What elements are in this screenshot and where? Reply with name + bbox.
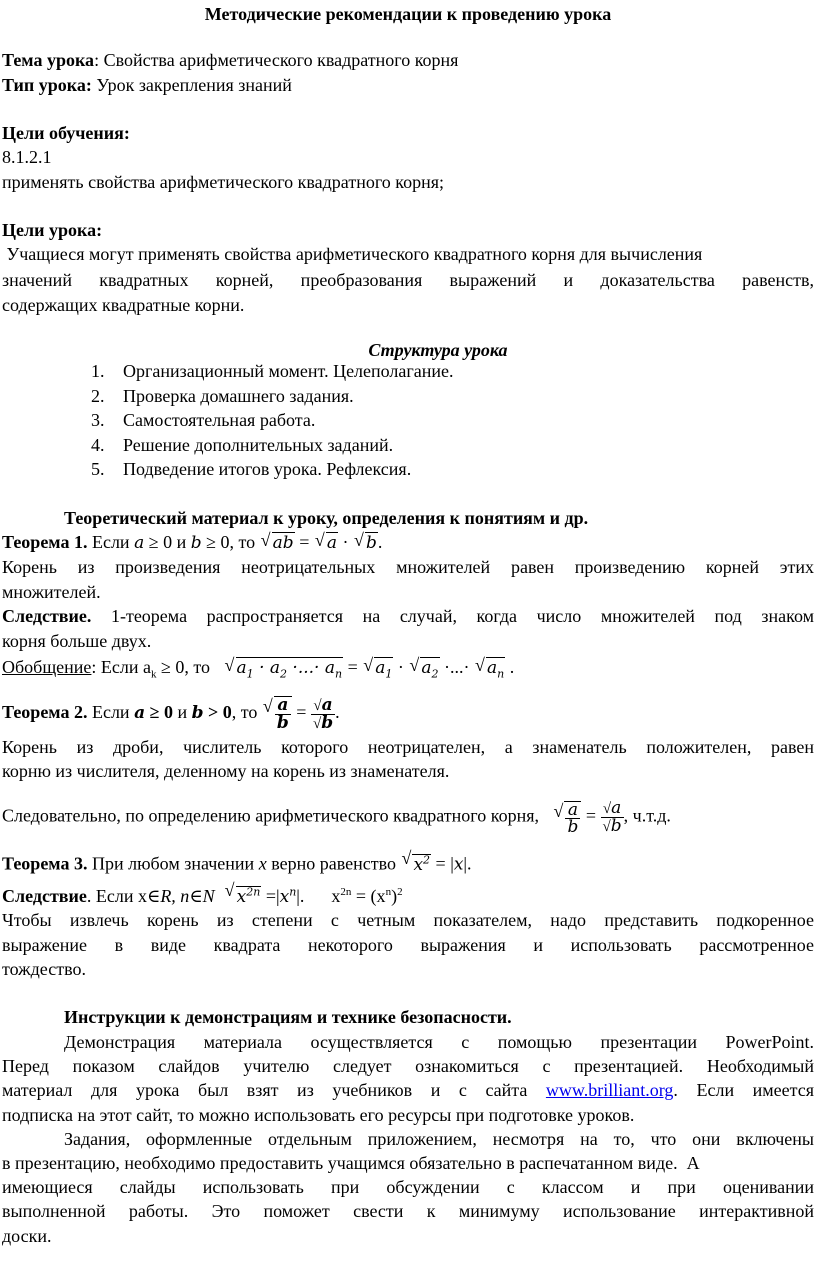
lesson-goals-line: значений квадратных корней, преобразования выражений и доказательства равенств, (2, 270, 814, 290)
instructions-paragraph: подписка на этот сайт, то можно использовать его ресурсы при подготовке уроков. (2, 1105, 635, 1125)
lesson-goals-line: Учащиеся могут применять свойства арифметического квадратного корня для вычисления (2, 244, 703, 264)
learning-goals-text: применять свойства арифметического квадратного корня; (2, 172, 445, 192)
structure-item: 5. Подведение итогов урока. Рефлексия. (91, 459, 412, 479)
instructions-paragraph: Перед показом слайдов учителю следует ознакомиться с презентацией. Необходимый (2, 1056, 814, 1076)
instructions-paragraph: имеющиеся слайды использовать при обсуждении с классом и при оценивании (2, 1177, 814, 1197)
hence-line: Следовательно, по определению арифметического квадратного корня, √ $\frac{a}{b}$ = $\frac{√a}{√b}$ , ч.т.д. (2, 800, 814, 835)
instructions-paragraph: в презентацию, необходимо предоставить учащимся обязательно в распечатанном виде. А (2, 1153, 700, 1173)
instructions-paragraph: материал для урока был взят из учебников и с сайта www.brilliant.org. Если имеется (2, 1080, 814, 1100)
formula-sqrt-ab: √ ab (261, 530, 295, 555)
lesson-type: Тип урока: Урок закрепления знаний (2, 75, 292, 95)
structure-heading: Структура урока (368, 340, 508, 360)
theorem-2: Теорема 2. Если a ≥ 0 и b > 0, то √ $\frac{a}{b}$ = $\frac{√a}{√b}$ . (2, 696, 814, 732)
theorem-2-text: корню из числителя, деленному на корень из знаменателя. (2, 761, 450, 781)
structure-item: 2. Проверка домашнего задания. (91, 386, 354, 406)
learning-goals-code: 8.1.2.1 (2, 147, 52, 167)
formula-product-root: √ $a_1 \cdot a_2$ ·...· $a_n$ (225, 655, 344, 686)
formula-fraction-root: √ $\frac{a}{b}$ (263, 696, 292, 732)
theory-heading: Теоретический материал к уроку, определения к понятиям и др. (64, 508, 589, 528)
lesson-goals-line: содержащих квадратные корни. (2, 295, 245, 315)
structure-item: 4. Решение дополнительных заданий. (91, 435, 394, 455)
theorem-1-text: множителей. (2, 582, 101, 602)
corollary-1: Следствие. 1-теорема распространяется на случай, когда число множителей под знаком (2, 606, 814, 626)
theorem-3: Теорема 3. При любом значении x верно равенство √ $x^2 = |x|$. (2, 848, 814, 877)
instructions-paragraph: выполненной работы. Это поможет свести к минимуму использование интерактивной (2, 1201, 814, 1221)
brilliant-link[interactable]: www.brilliant.org (545, 1080, 674, 1100)
lesson-topic: Тема урока: Свойства арифметического квадратного корня (2, 50, 459, 70)
theorem-3-text: выражение в виде квадрата некоторого выражения и использовать рассмотренное (2, 935, 814, 955)
instructions-heading: Инструкции к демонстрациям и технике безопасности. (64, 1007, 512, 1027)
formula-sqrt-x2: √ $x^2$ (401, 848, 431, 877)
theorem-2-text: Корень из дроби, числитель которого неотрицателен, а знаменатель положителен, равен (2, 737, 814, 757)
document-title: Методические рекомендации к проведению урока (204, 4, 612, 24)
corollary-2: Следствие. Если x∈R, n∈N √ $x^{2n} =|x^n|$. $x^{2n} = (x^n)^2$ (2, 880, 814, 909)
formula-fraction-root-2: √ $\frac{a}{b}$ (553, 801, 581, 835)
instructions-paragraph: доски. (2, 1226, 52, 1246)
instructions-paragraph: Задания, оформленные отдельным приложением, несмотря на то, что они включены (64, 1129, 814, 1149)
instructions-paragraph: Демонстрация материала осуществляется с помощью презентации PowerPoint. (64, 1032, 814, 1052)
theorem-3-text: тождество. (2, 959, 86, 979)
theorem-1-text: Корень из произведения неотрицательных множителей равен произведению корней этих (2, 557, 814, 577)
generalization: Обобщение: Если $a_k \ge 0$, то √ $a_1 \cdot a_2$ ·...· $a_n$ = √ $a_1$ · √ $a_2$ ·...· √ $a_n$ . (2, 655, 814, 687)
theorem-1: Теорема 1. Если a ≥ 0 и b ≥ 0, то √ ab = √ a · √ b. (2, 530, 814, 555)
corollary-1-line: корня больше двух. (2, 631, 152, 651)
structure-item: 1. Организационный момент. Целеполагание. (91, 361, 454, 381)
learning-goals-heading: Цели обучения: (2, 123, 130, 143)
lesson-goals-heading: Цели урока: (2, 220, 103, 240)
structure-item: 3. Самостоятельная работа. (91, 410, 316, 430)
theorem-3-text: Чтобы извлечь корень из степени с четным показателем, надо представить подкоренное (2, 910, 814, 930)
